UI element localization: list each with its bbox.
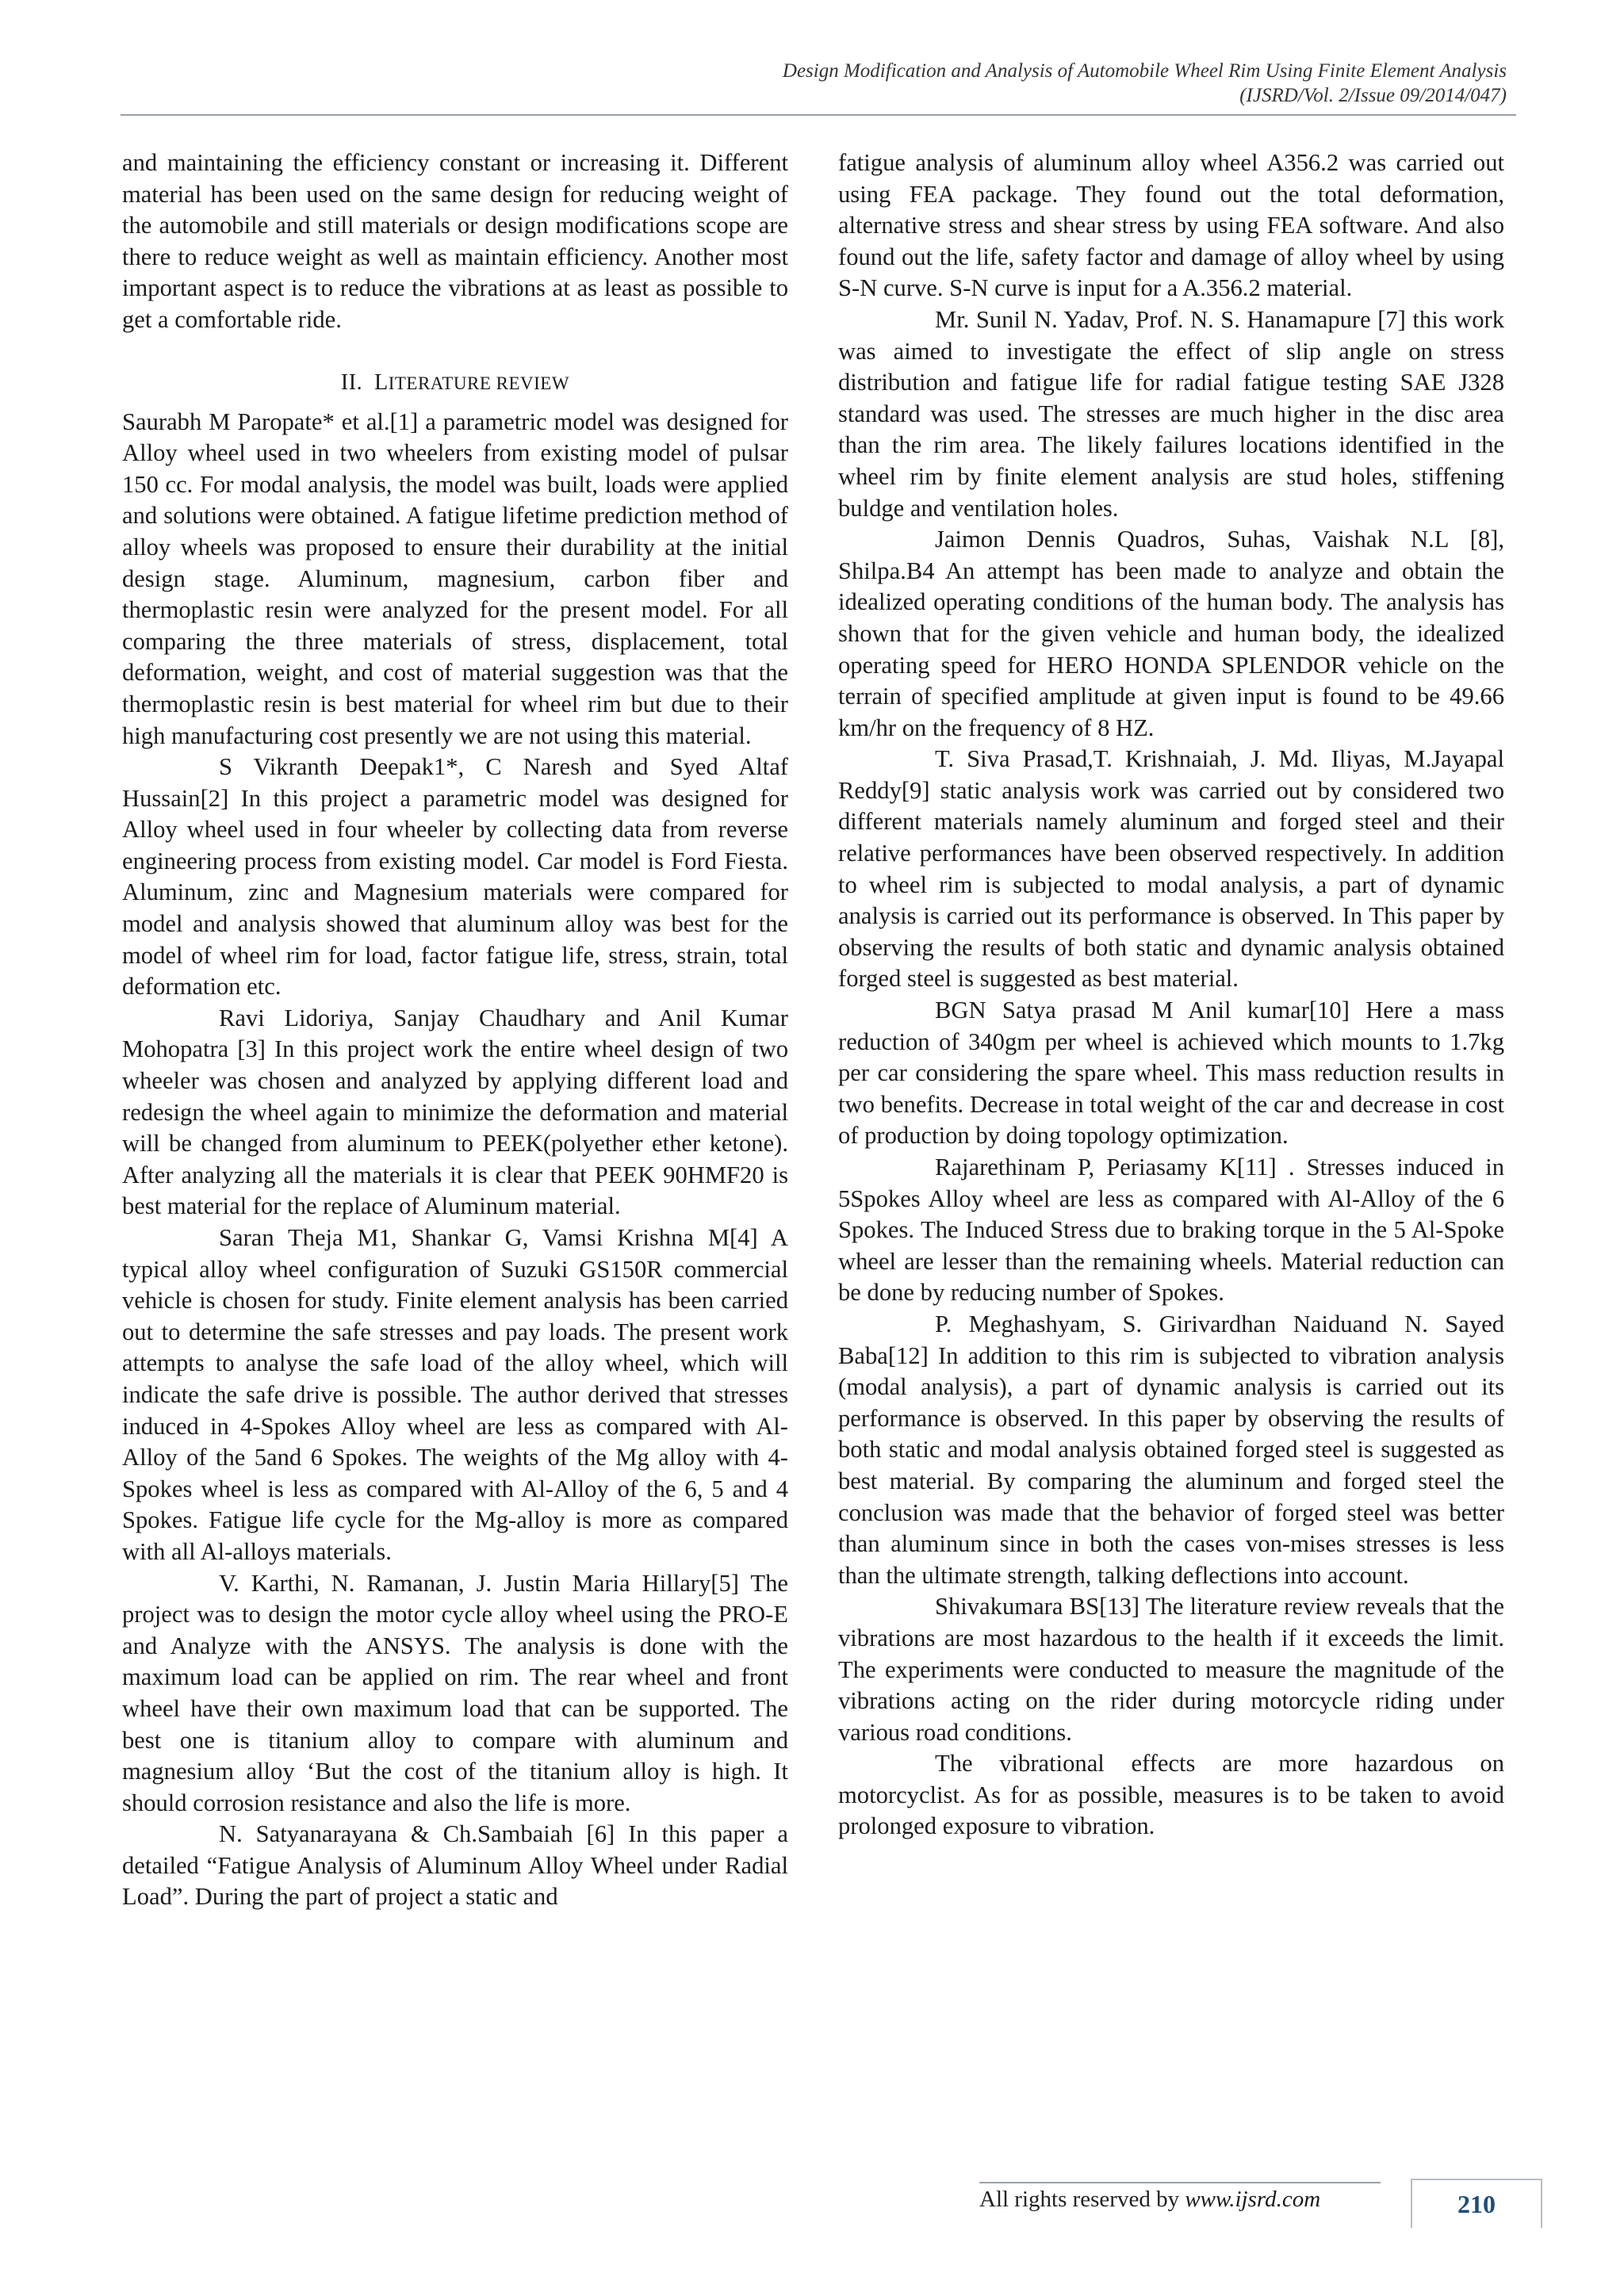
page-number: 210: [1411, 2179, 1542, 2228]
review-paragraph-6-continued: fatigue analysis of aluminum alloy wheel A356.2 was carried out using FEA package. They found out the total deformation, alternative stress and shear stress by using FEA software. And also found out the life, safety factor and damage of alloy wheel by using S-N curve. S-N curve is input for a A.356.2 material.: [838, 149, 1504, 302]
review-paragraph-9: T. Siva Prasad,T. Krishnaiah, J. Md. Iliyas, M.Jayapal Reddy[9] static analysis work was carried out by considered two different materials namely aluminum and forged steel and their relative performances have been observed respectively. In addition to wheel rim is subjected to modal analysis, a part of dynamic analysis is carried out its performance is observed. In This paper by observing the results of both static and dynamic analysis obtained forged steel is suggested as best material.: [838, 745, 1504, 993]
header-title: Design Modification and Analysis of Automobile Wheel Rim Using Finite Element Analysis: [782, 60, 1507, 82]
header-citation: (IJSRD/Vol. 2/Issue 09/2014/047): [1239, 85, 1507, 106]
review-paragraph-3: Ravi Lidoriya, Sanjay Chaudhary and Anil Kumar Mohopatra [3] In this project work the entire wheel design of two wheeler was chosen and analyzed by applying different load and redesign the wheel again to minimize the deformation and material will be changed from aluminum to PEEK(polyether ether ketone). After analyzing all the materials it is clear that PEEK 90HMF20 is best material for the replace of Aluminum material.: [122, 1004, 788, 1220]
review-paragraph-1: Saurabh M Paropate* et al.[1] a parametric model was designed for Alloy wheel used in two wheelers from existing model of pulsar 150 cc. For modal analysis, the model was built, loads were applied and solutions were obtained. A fatigue lifetime prediction method of alloy wheels was proposed to ensure their durability at the initial design stage. Aluminum, magnesium, carbon fiber and thermoplastic resin were analyzed for the present model. For all comparing the three materials of stress, displacement, total deformation, weight, and cost of material suggestion was that the thermoplastic resin is best material for wheel rim but due to their high manufacturing cost presently we are not using this material.: [122, 408, 788, 749]
review-paragraph-8: Jaimon Dennis Quadros, Suhas, Vaishak N.L [8], Shilpa.B4 An attempt has been made to analyze and obtain the idealized operating conditions of the human body. The analysis has shown that for the given vehicle and human body, the idealized operating speed for HERO HONDA SPLENDOR vehicle on the terrain of specified amplitude at given input is found to be 49.66 km/hr on the frequency of 8 HZ.: [838, 526, 1504, 741]
review-paragraph-13: Shivakumara BS[13] The literature review reveals that the vibrations are most hazardous to the health if it exceeds the limit. The experiments were conducted to measure the magnitude of the vibrations acting on the rider during motorcycle riding under various road conditions.: [838, 1593, 1504, 1746]
review-paragraph-4: Saran Theja M1, Shankar G, Vamsi Krishna M[4] A typical alloy wheel configuration of Suzuki GS150R commercial vehicle is chosen for study. Finite element analysis has been carried out to determine the safe stresses and pay loads. The present work attempts to analyse the safe load of the alloy wheel, which will indicate the safe drive is possible. The author derived that stresses induced in 4-Spokes Alloy wheel are less as compared with Al-Alloy of the 5and 6 Spokes. The weights of the Mg alloy with 4-Spokes wheel is less as compared with Al-Alloy of the 6, 5 and 4 Spokes. Fatigue life cycle for the Mg-alloy is more as compared with all Al-alloys materials.: [122, 1224, 788, 1565]
running-header: [783, 59, 1507, 108]
review-paragraph-2: S Vikranth Deepak1*, C Naresh and Syed Altaf Hussain[2] In this project a parametric model was designed for Alloy wheel used in four wheeler by collecting data from reverse engineering process from existing model. Car model is Ford Fiesta. Aluminum, zinc and Magnesium materials were compared for model and analysis showed that aluminum alloy was best for the model of wheel rim for load, factor fatigue life, stress, strain, total deformation etc.: [122, 753, 788, 1001]
section-title-rest: ITERATURE REVIEW: [388, 373, 570, 393]
review-paragraph-14: The vibrational effects are more hazardous on motorcyclist. As for as possible, measures is to be taken to avoid prolonged exposure to vibration.: [838, 1750, 1504, 1840]
footer-rule: [979, 2182, 1381, 2183]
review-paragraph-5: V. Karthi, N. Ramanan, J. Justin Maria Hillary[5] The project was to design the motor cycle alloy wheel using the PRO-E and Analyze with the ANSYS. The analysis is done with the maximum load can be applied on rim. The rear wheel and front wheel have their own maximum load that can be supported. The best one is titanium alloy to compare with aluminum and magnesium alloy ‘But the cost of the titanium alloy is high. It should corrosion resistance and also the life is more.: [122, 1569, 788, 1816]
section-title-initial: L: [374, 369, 389, 395]
review-paragraph-7: Mr. Sunil N. Yadav, Prof. N. S. Hanamapure [7] this work was aimed to investigate the effect of slip angle on stress distribution and fatigue life for radial fatigue testing SAE J328 standard was used. The stresses are much higher in the disc area than the rim area. The likely failures locations identified in the wheel rim by finite element analysis are stud holes, stiffening buldge and ventilation holes.: [838, 305, 1504, 522]
section-heading-literature-review: [122, 369, 788, 397]
review-paragraph-11: Rajarethinam P, Periasamy K[11] . Stresses induced in 5Spokes Alloy wheel are less as compared with Al-Alloy of the 6 Spokes. The Induced Stress due to braking torque in the 5 Al-Spoke wheel are lesser than the remaining wheels. Material reduction can be done by reducing number of Spokes.: [838, 1154, 1504, 1307]
footer-rights: [979, 2185, 1408, 2214]
intro-paragraph: and maintaining the efficiency constant or increasing it. Different material has been used on the same design for reducing weight of the automobile and still materials or design modifications scope are there to reduce weight as well as maintain efficiency. Another most important aspect is to reduce the vibrations at as least as possible to get a comfortable ride.: [122, 149, 788, 333]
section-number: II.: [340, 369, 363, 395]
footer-rights-text: All rights reserved by: [979, 2187, 1185, 2212]
footer-url-link[interactable]: www.ijsrd.com: [1185, 2187, 1321, 2212]
review-paragraph-12: P. Meghashyam, S. Girivardhan Naiduand N. Sayed Baba[12] In addition to this rim is subjected to vibration analysis (modal analysis), a part of dynamic analysis is carried out its performance is observed. In this paper by observing the results of both static and modal analysis obtained forged steel is suggested as best material. By comparing the aluminum and forged steel the conclusion was made that the behavior of forged steel was better than aluminum since in both the cases von-mises stresses is less than the ultimate strength, talking deflections into account.: [838, 1310, 1504, 1589]
review-paragraph-6: N. Satyanarayana & Ch.Sambaiah [6] In this paper a detailed “Fatigue Analysis of Aluminum Alloy Wheel under Radial Load”. During the part of project a static and: [122, 1820, 788, 1911]
right-column: [838, 147, 1504, 1843]
header-rule: [121, 114, 1516, 116]
left-column: [122, 147, 788, 1913]
review-paragraph-10: BGN Satya prasad M Anil kumar[10] Here a mass reduction of 340gm per wheel is achieved which mounts to 1.7kg per car considering the spare wheel. This mass reduction results in two benefits. Decrease in total weight of the car and decrease in cost of production by doing topology optimization.: [838, 997, 1504, 1150]
